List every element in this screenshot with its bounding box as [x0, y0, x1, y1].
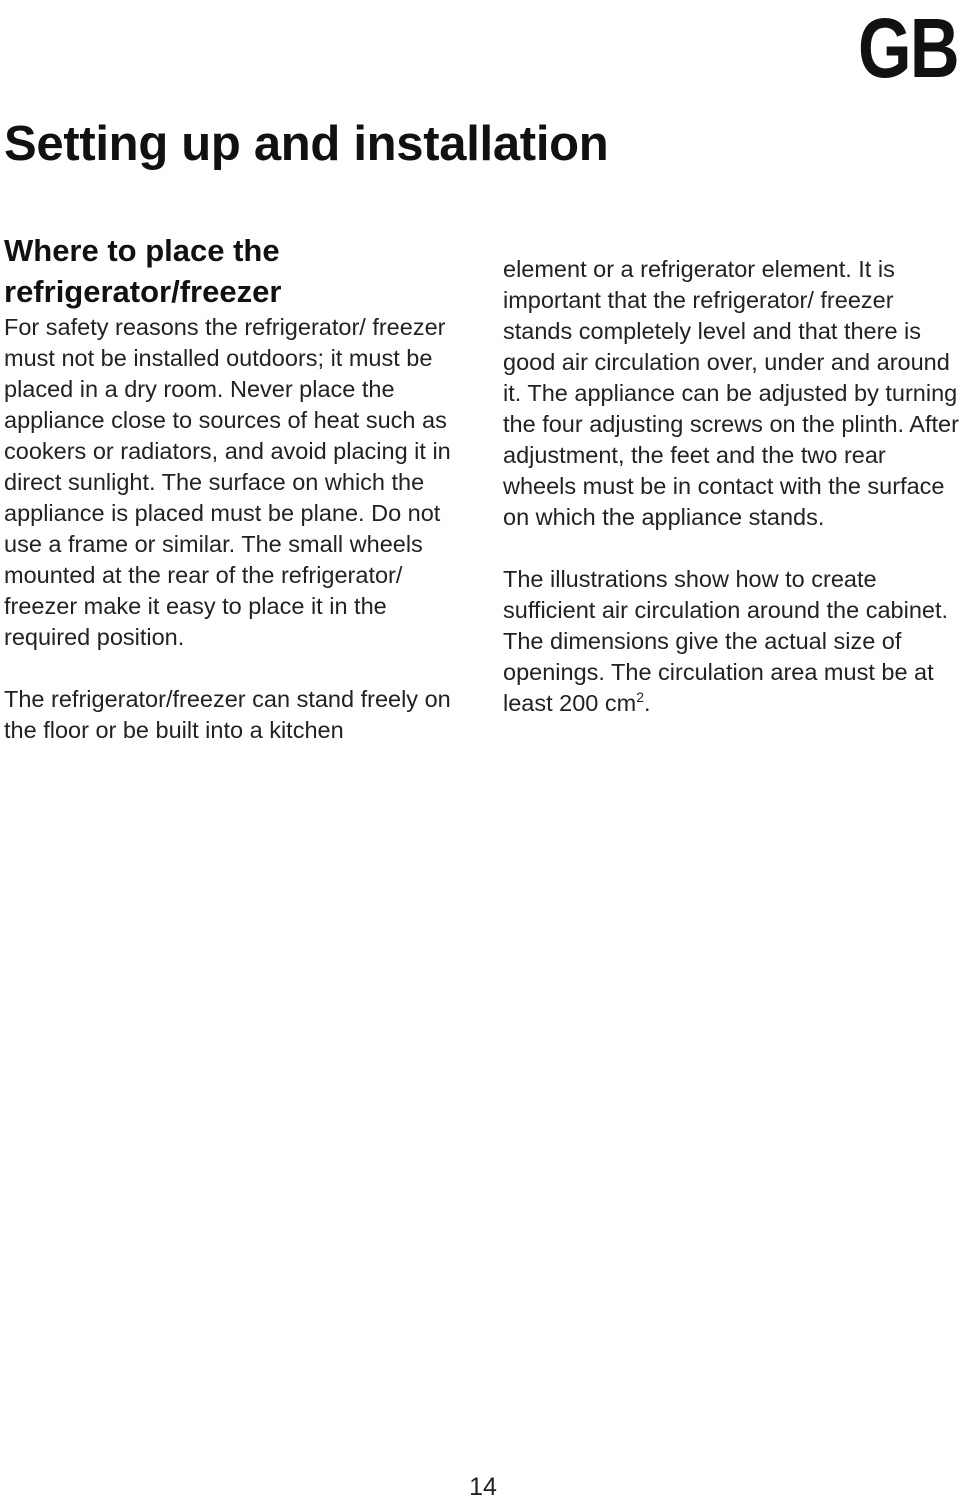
sentence-end: . — [644, 690, 651, 716]
section-heading: Where to place the refrigerator/freezer — [4, 233, 282, 309]
paragraph-levelling: element or a refrigerator element. It is important that the refrigerator/ freezer stands completely level and that there is good air circulation over, under and around it. The appliance can be adjusted by turning the four adjusting screws on the plinth. After adjustment, the feet and the two rear wheels must be in contact with the surface on which the appliance stands. — [503, 256, 959, 530]
paragraph-freestanding: The refrigerator/freezer can stand freely on the floor or be built into a kitchen — [4, 686, 451, 743]
air-circulation-text: The illustrations show how to create sufficient air circulation around the cabinet. The dimensions give the actual size of openings. The circulation area must be at least 200 cm — [503, 566, 949, 716]
page-title: Setting up and installation — [4, 117, 609, 171]
left-column — [4, 230, 474, 746]
paragraph-placement: For safety reasons the refrigerator/ freezer must not be installed outdoors; it must be placed in a dry room. Never place the appliance close to sources of heat such as cookers or radiators, and avoid placing it in direct sunlight. The surface on which the appliance is placed must be plane. Do not use a frame or similar. The small wheels mounted at the rear of the refrigerator/ freezer make it easy to place it in the required position. — [4, 314, 451, 650]
right-column — [503, 254, 960, 719]
squared-superscript: 2 — [636, 689, 645, 705]
language-code: GB — [857, 1, 958, 95]
paragraph-air-circulation — [503, 564, 960, 719]
page-number: 14 — [469, 1473, 497, 1501]
